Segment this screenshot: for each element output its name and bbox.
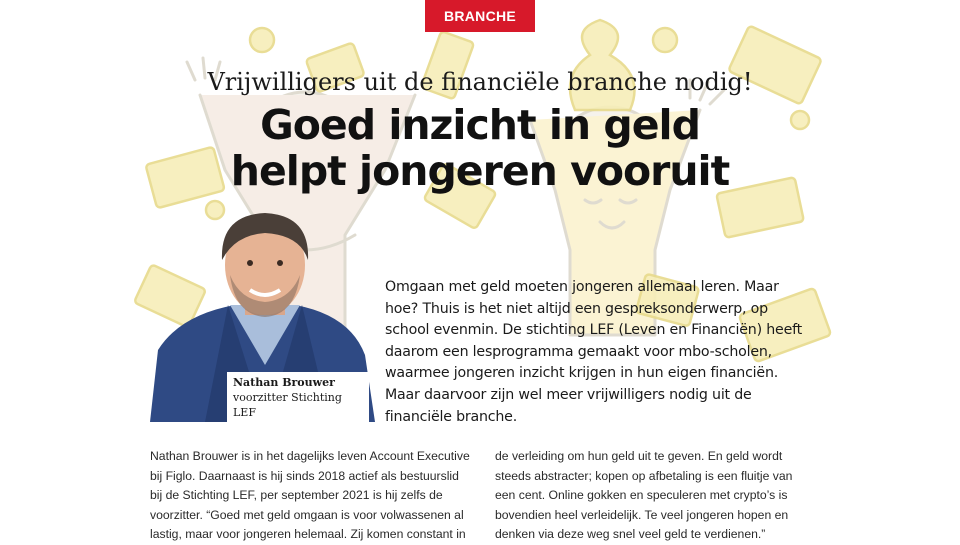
body-paragraph: de verleiding om hun geld uit te geven. En geld wordt steeds abstracter; kopen op afbetaling is een fluitje van een cent. Online gokken en speculeren met crypto’s is bovendien heel verleidelijk. Te veel jongeren hopen en denken via deze weg snel veel geld te verdienen.”: [495, 449, 793, 541]
caption-role: voorzitter Stichting LEF: [233, 391, 342, 419]
article-intro: Omgaan met geld moeten jongeren allemaal leren. Maar hoe? Thuis is het niet altijd een gespreksonderwerp, op school evenmin. De stichting LEF (Leven en Financiën) heeft daarom een lesprogramma gemaakt voor mbo-scholen, waarmee jongeren inzicht krijgen in hun eigen financiën. Maar daarvoor zijn wel meer vrijwilligers nodig uit de financiële branche.: [385, 279, 803, 425]
headline-line-1: Goed inzicht in geld: [260, 101, 700, 149]
article-kicker: Vrijwilligers uit de financiële branche nodig!: [207, 68, 753, 96]
photo-caption: [227, 372, 369, 423]
body-column-right: [495, 447, 815, 545]
caption-name: Nathan Brouwer: [233, 376, 335, 389]
category-badge[interactable]: BRANCHE: [425, 0, 535, 32]
headline-line-2: helpt jongeren vooruit: [230, 147, 730, 195]
body-paragraph: Nathan Brouwer is in het dagelijks leven Account Executive bij Figlo. Daarnaast is hij sinds 2018 actief als bestuurslid bij de Stichting LEF, per september 2021 is hij zelfs de voorzitter. “Goed met geld omgaan is voor volwassenen al lastig, maar voor jongeren helemaal. Zij komen constant in: [150, 449, 470, 541]
article-headline: [0, 102, 960, 194]
body-column-left: [150, 447, 470, 545]
